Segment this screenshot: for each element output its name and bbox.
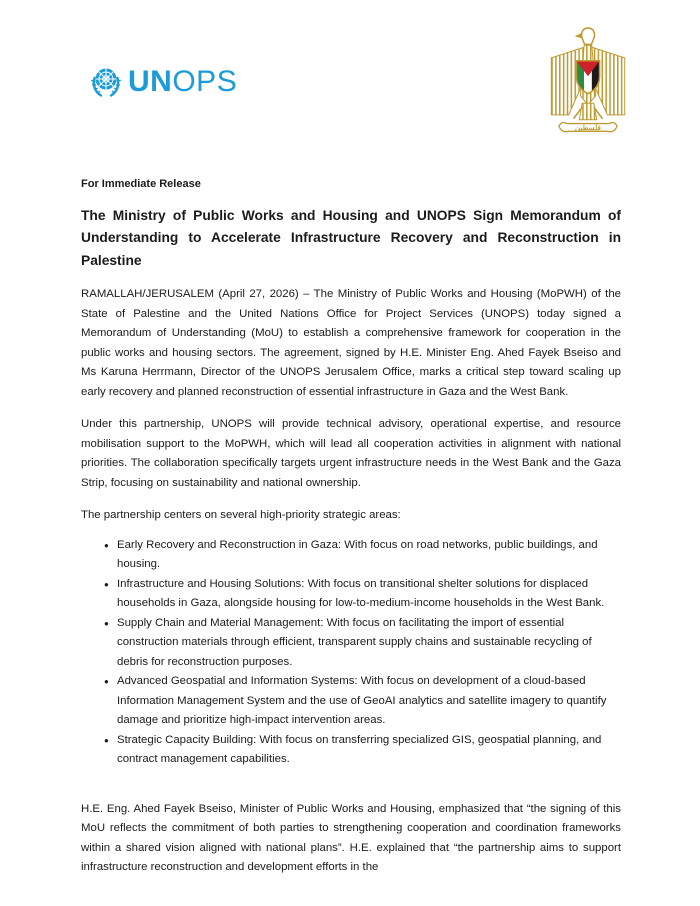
strategic-areas-list: [81, 536, 621, 770]
paragraph-dateline: RAMALLAH/JERUSALEM (April 27, 2026) – The Ministry of Public Works and Housing (MoPWH) of the State of Palestine and the United Nations Office for Project Services (UNOPS) today signed a Memorandum of Understanding (MoU) to establish a comprehensive framework for cooperation in the public works and housing sectors. The agreement, signed by H.E. Minister Eng. Ahed Fayek Bseiso and Ms Karuna Herrmann, Director of the UNOPS Jerusalem Office, marks a critical step toward scaling up early recovery and planned reconstruction of essential infrastructure in Gaza and the West Bank.: [81, 288, 621, 398]
release-label: For Immediate Release: [81, 178, 201, 190]
document-header: [0, 0, 700, 170]
banner-arabic-text: فلسطين: [575, 122, 601, 132]
list-item: ● Early Recovery and Reconstruction in Gaza: With focus on road networks, public buildings, and housing.: [81, 536, 621, 575]
list-item: ● Advanced Geospatial and Information Systems: With focus on development of a cloud-based Information Management System and the use of GeoAI analytics and satellite imagery to quantify damage and prioritize high-impact intervention areas.: [81, 672, 621, 731]
paragraph-partnership: Under this partnership, UNOPS will provide technical advisory, operational expertise, and resource mobilisation support to the MoPWH, which will lead all cooperation activities in alignment with national priorities. The collaboration specifically targets urgent infrastructure needs in the West Bank and the Gaza Strip, focusing on sustainability and national ownership.: [81, 418, 621, 489]
unops-wordmark-ops: OPS: [172, 65, 238, 98]
paragraph-minister-quote: H.E. Eng. Ahed Fayek Bseiso, Minister of Public Works and Housing, emphasized that “the signing of this MoU reflects the commitment of both parties to strengthening cooperation and coordination frameworks within a shared vision aligned with national plans”. H.E. explained that “the partnership aims to support infrastructure reconstruction and development efforts in the: [81, 802, 621, 874]
list-item: ● Infrastructure and Housing Solutions: With focus on transitional shelter solutions for displaced households in Gaza, alongside housing for low-to-medium-income households in the West Bank.: [81, 575, 621, 614]
list-item: ● Strategic Capacity Building: With focus on transferring specialized GIS, geospatial planning, and contract management capabilities.: [81, 731, 621, 770]
palestine-coat-of-arms: [538, 26, 638, 140]
unops-wordmark-un: UN: [128, 65, 173, 98]
list-item: ● Supply Chain and Material Management: With focus on facilitating the import of essential construction materials through efficient, transparent supply chains and sustainable recycling of debris for reconstruction purposes.: [81, 614, 621, 673]
unops-logo: [88, 64, 237, 100]
page-title: The Ministry of Public Works and Housing and UNOPS Sign Memorandum of Understanding to Accelerate Infrastructure Recovery and Reconstruction in Palestine: [81, 208, 621, 268]
paragraph-list-intro: The partnership centers on several high-priority strategic areas:: [81, 509, 401, 522]
press-release-body: [81, 170, 621, 878]
banner-scroll: [559, 123, 617, 132]
unops-wordmark: [128, 67, 237, 97]
un-emblem-icon: [88, 64, 124, 100]
